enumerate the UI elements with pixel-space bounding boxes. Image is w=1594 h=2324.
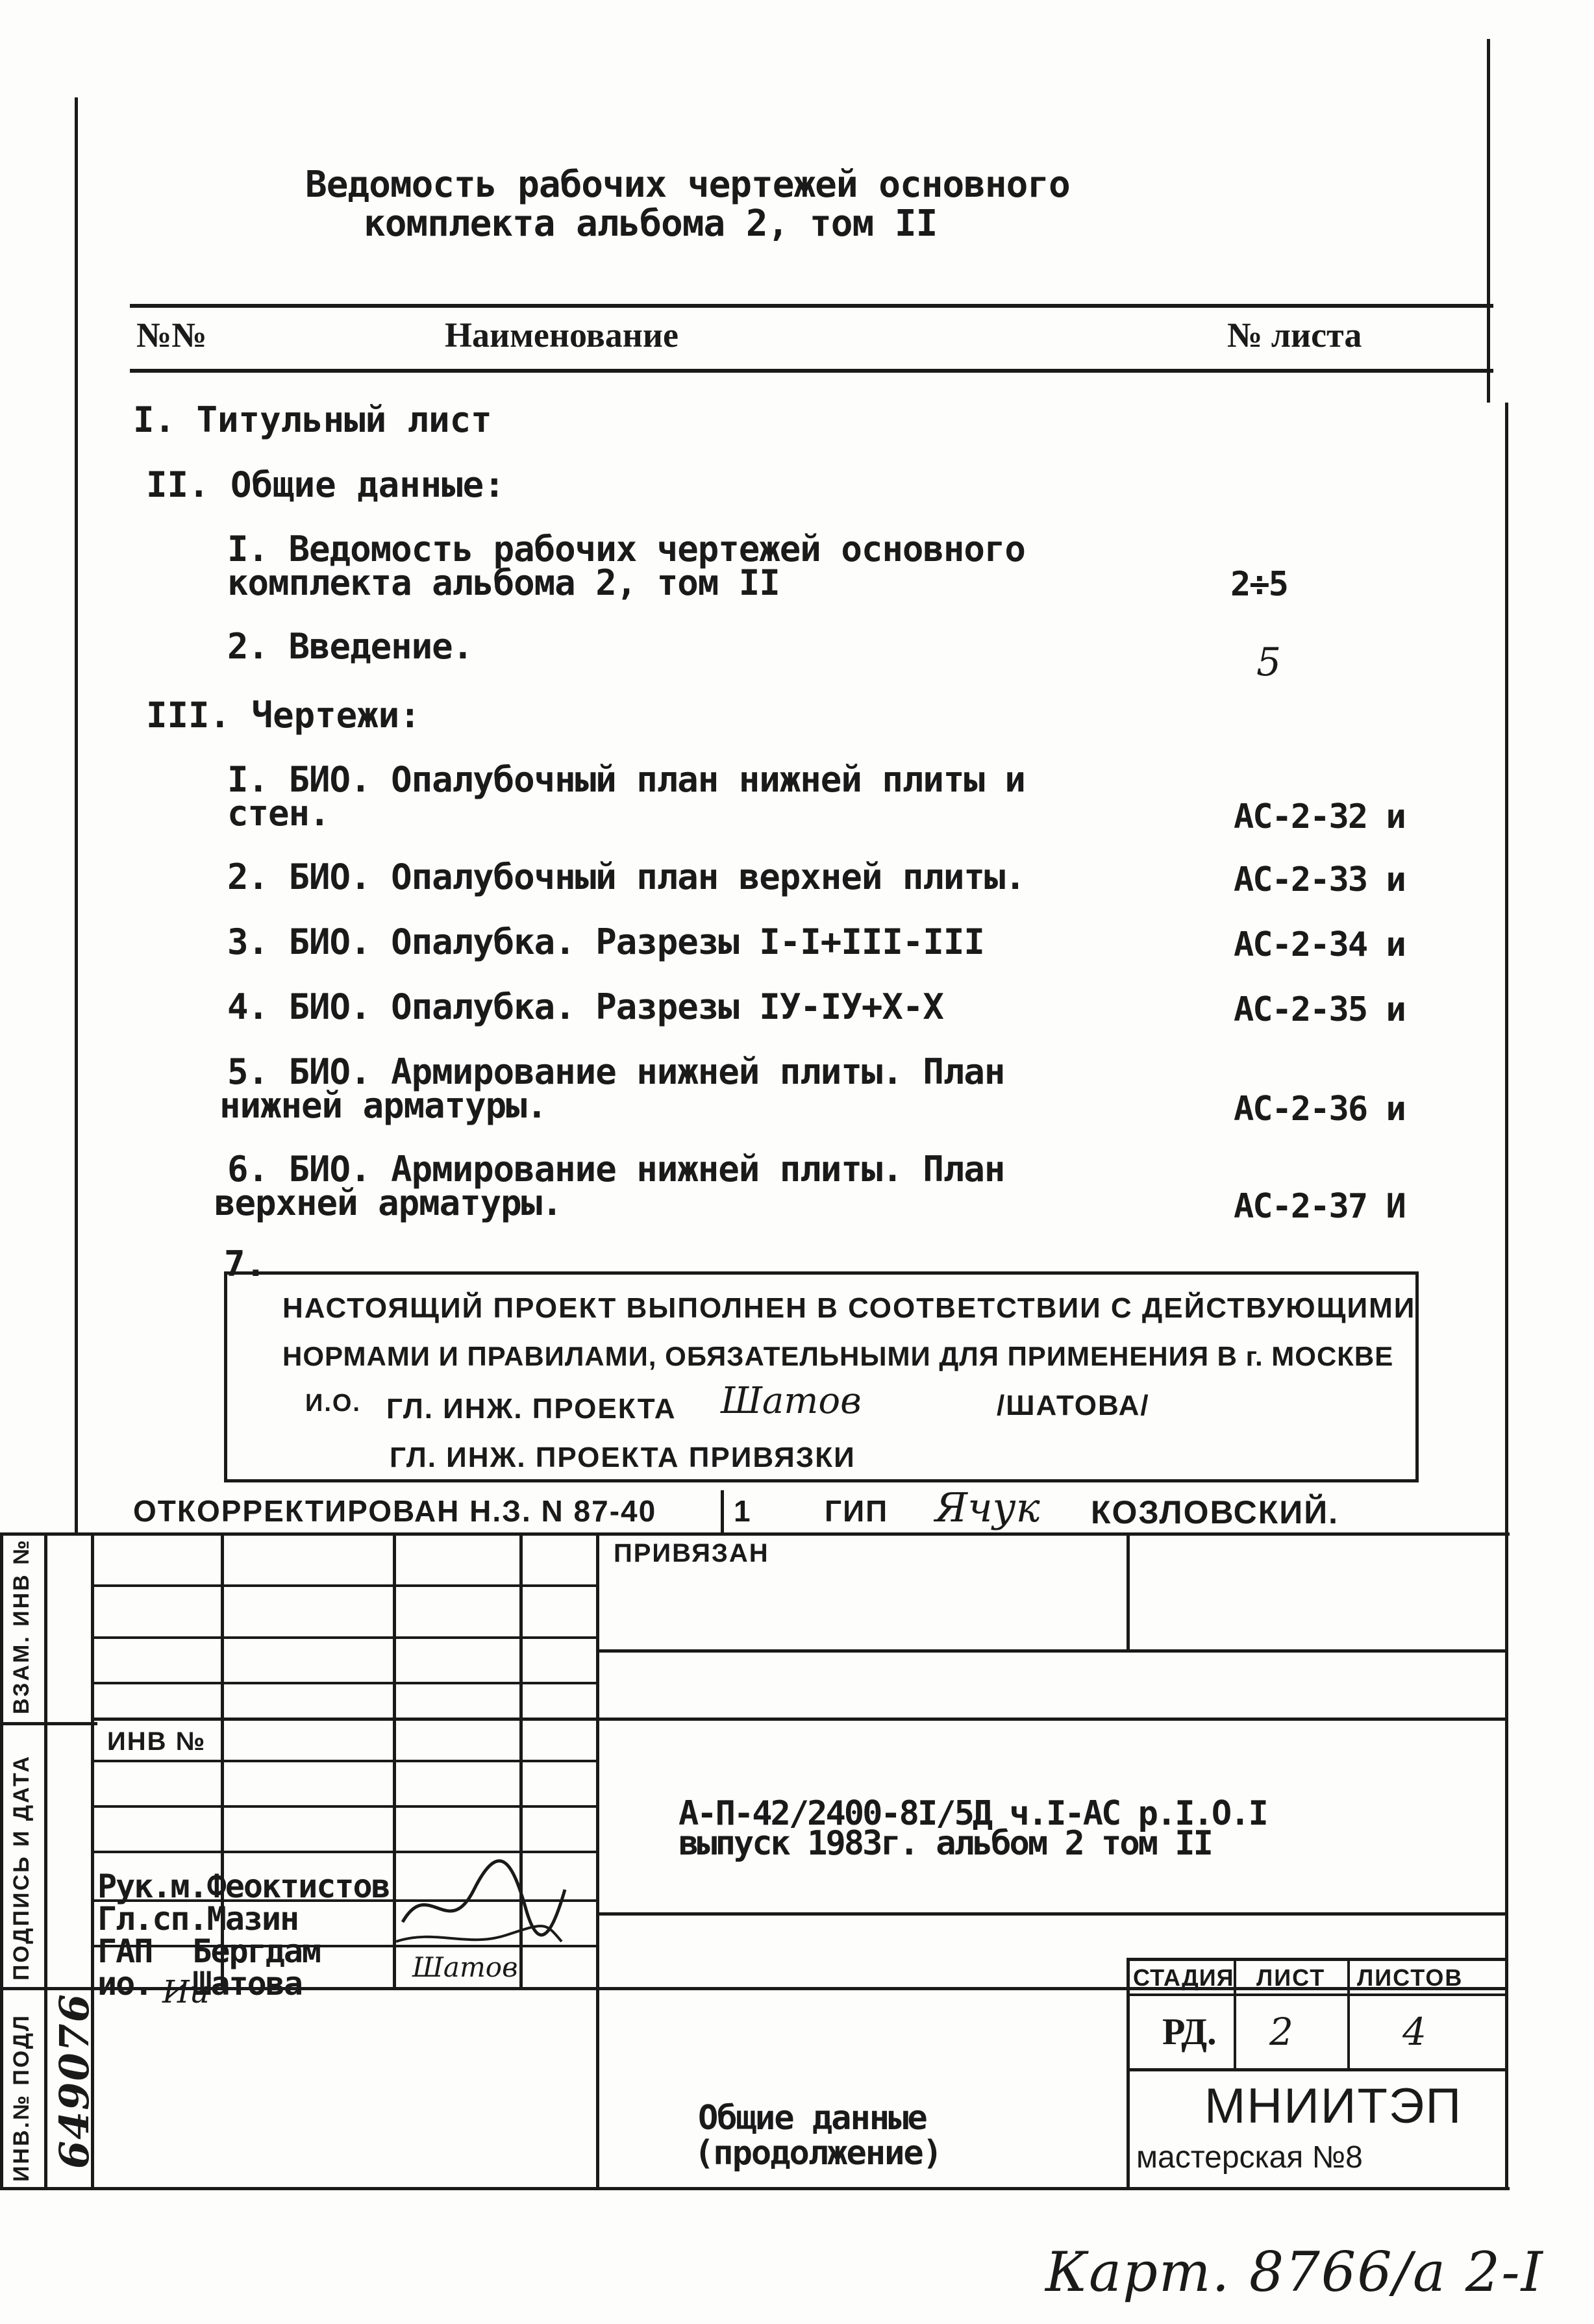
side-label-vzam: ВЗАМ. ИНВ № <box>9 1538 34 1714</box>
correction-divider <box>721 1490 724 1536</box>
sheet-value: 2 <box>1269 2010 1293 2054</box>
stage-header-rule <box>1127 1993 1506 1996</box>
item-line-1: I. Ведомость рабочих чертежей основного <box>227 529 1025 569</box>
titleblock-bottom-rule <box>0 2187 1510 2190</box>
stage-block-top <box>1127 1958 1506 1961</box>
staff-row: Рук.м.Феоктистов <box>97 1868 390 1905</box>
grid-col-5 <box>596 1532 599 2188</box>
grid-row <box>91 1760 597 1762</box>
list-item <box>227 921 984 962</box>
sheet-number: 5 <box>1256 640 1282 685</box>
stamp-line-4: ГЛ. ИНЖ. ПРОЕКТА ПРИВЯЗКИ <box>390 1442 856 1473</box>
staff-signature: Шатов <box>412 1951 518 1983</box>
col-number-header: №№ <box>136 316 207 355</box>
grid-row <box>91 1682 597 1684</box>
sheet-number: АС-2-32 и <box>1234 797 1405 836</box>
left-frame-line <box>75 97 78 1532</box>
side-strip-left <box>0 1532 3 2188</box>
privyazan-label: ПРИВЯЗАН <box>614 1539 769 1568</box>
side-strip-divider-2 <box>0 1987 97 1990</box>
document-code <box>679 1794 1267 1863</box>
grid-row-main <box>91 1718 1506 1721</box>
item-line-2: верхней арматуры. <box>214 1182 562 1223</box>
privyazan-divider <box>1127 1532 1130 1649</box>
title-line-1: Ведомость рабочих чертежей основного <box>305 164 1070 206</box>
grid-row <box>91 1805 597 1808</box>
item-line-2: нижней арматуры. <box>219 1085 547 1126</box>
staff-hand-note: Ии <box>162 1974 210 2010</box>
list-item <box>219 1051 1005 1126</box>
stage-label: СТАДИЯ <box>1133 1964 1234 1991</box>
item-line-1: 2. Введение. <box>227 626 473 667</box>
header-bottom-rule <box>130 369 1493 373</box>
document-name <box>694 2099 941 2173</box>
doc-code-line-2: выпуск 1983г. альбом 2 том II <box>679 1824 1212 1863</box>
gip-signature: Ячук <box>935 1484 1040 1531</box>
staff-list <box>97 1868 390 2003</box>
footer-archive-note: Карт. 8766/а 2-I <box>1045 2240 1544 2304</box>
privyazan-bottom-rule <box>596 1649 1508 1653</box>
stamp-signature: Шатов <box>721 1380 862 1422</box>
grid-row <box>91 1584 597 1587</box>
staff-signature-scribble <box>390 1851 571 1961</box>
stage-divider-1 <box>1234 1958 1236 2068</box>
inv-number-label: ИНВ № <box>107 1727 206 1756</box>
side-label-podpis: ПОДПИСЬ И ДАТА <box>9 1754 34 1980</box>
item-line-2: стен. <box>227 793 330 834</box>
document-title <box>305 166 1070 244</box>
section-title-page: I. Титульный лист <box>133 399 492 440</box>
correction-number: 1 <box>734 1494 752 1528</box>
section-drawings: III. Чертежи: <box>146 695 421 736</box>
side-strip-right <box>44 1532 47 2188</box>
sheets-label: ЛИСТОВ <box>1357 1964 1463 1991</box>
list-item <box>227 626 473 667</box>
sheets-value: 4 <box>1402 2010 1426 2054</box>
col-sheet-header: № листа <box>1227 316 1362 355</box>
side-label-inv-podl: ИНВ.№ ПОДЛ <box>9 2014 34 2182</box>
item-line-1: I. БИО. Опалубочный план нижней плиты и <box>227 759 1025 800</box>
doc-code-bottom-rule <box>596 1912 1508 1916</box>
doc-code-line-1: А-П-42/2400-8I/5Д ч.I-АС р.I.О.I <box>679 1794 1267 1833</box>
list-item <box>227 856 1025 897</box>
doc-name-line-2: (продолжение) <box>694 2134 941 2173</box>
sheet-number: 2÷5 <box>1230 565 1288 604</box>
gip-label: ГИП <box>825 1494 889 1528</box>
item-line-1: 6. БИО. Армирование нижней плиты. План <box>227 1149 1005 1190</box>
section-general-data: II. Общие данные: <box>146 464 505 505</box>
sheet-number: АС-2-36 и <box>1234 1090 1405 1129</box>
item-line-1: 2. БИО. Опалубочный план верхней плиты. <box>227 856 1025 897</box>
staff-row: ио. Шатова <box>97 1965 302 2003</box>
organization-name: МНИИТЭП <box>1204 2079 1463 2134</box>
sheet-label: ЛИСТ <box>1256 1964 1326 1991</box>
gip-name: КОЗЛОВСКИЙ. <box>1091 1494 1339 1531</box>
correction-note: ОТКОРРЕКТИРОВАН Н.З. N 87-40 <box>133 1494 657 1528</box>
titleblock-right-edge <box>1505 1532 1508 2188</box>
stage-value: РД. <box>1162 2010 1217 2053</box>
stamp-chief-engineer: ГЛ. ИНЖ. ПРОЕКТА <box>386 1393 677 1425</box>
list-item <box>227 986 943 1027</box>
stage-values-rule <box>1127 2068 1506 2071</box>
staff-row: ГАП Бергдам <box>97 1932 321 1970</box>
list-item <box>214 1149 1005 1223</box>
right-frame-line <box>1505 403 1508 1532</box>
header-top-rule <box>130 304 1493 308</box>
stamp-signer-name: /ШАТОВА/ <box>997 1390 1150 1421</box>
staff-row: Гл.сп.Мазин <box>97 1900 299 1938</box>
grid-row <box>91 1636 597 1639</box>
titleblock-top-rule <box>0 1532 1510 1536</box>
list-item <box>227 529 1025 603</box>
right-frame-line-top <box>1487 39 1490 403</box>
sheet-number: АС-2-35 и <box>1234 990 1405 1029</box>
item-line-1: 3. БИО. Опалубка. Разрезы I-I+III-III <box>227 921 984 962</box>
stamp-line-2: НОРМАМИ И ПРАВИЛАМИ, ОБЯЗАТЕЛЬНЫМИ ДЛЯ ПРИМЕНЕНИЯ В г. МОСКВЕ <box>282 1341 1394 1371</box>
sheet-number: АС-2-34 и <box>1234 925 1405 964</box>
item-line-1: 4. БИО. Опалубка. Разрезы IУ-IУ+Х-Х <box>227 986 943 1027</box>
item-line-1: 5. БИО. Армирование нижней плиты. План <box>227 1051 1005 1092</box>
doc-name-line-1: Общие данные <box>698 2099 927 2138</box>
list-item-number: 7. <box>224 1243 267 1284</box>
side-strip-divider-1 <box>0 1722 97 1725</box>
sheet-number: АС-2-37 И <box>1234 1187 1405 1226</box>
title-line-2: комплекта альбома 2, том II <box>364 203 938 245</box>
item-line-2: комплекта альбома 2, том II <box>227 562 780 603</box>
col-name-header: Наименование <box>445 316 679 355</box>
inventory-number: 649076 <box>51 1993 98 2169</box>
sheet-number: АС-2-33 и <box>1234 860 1405 899</box>
stamp-acting-prefix: И.О. <box>305 1390 361 1417</box>
stamp-line-1: НАСТОЯЩИЙ ПРОЕКТ ВЫПОЛНЕН В СООТВЕТСТВИИ С ДЕЙСТВУЮЩИМИ <box>282 1292 1416 1324</box>
list-item <box>227 759 1025 834</box>
stage-block-left <box>1127 1958 1130 2188</box>
workshop-name: мастерская №8 <box>1136 2140 1363 2175</box>
stage-divider-2 <box>1347 1958 1350 2068</box>
